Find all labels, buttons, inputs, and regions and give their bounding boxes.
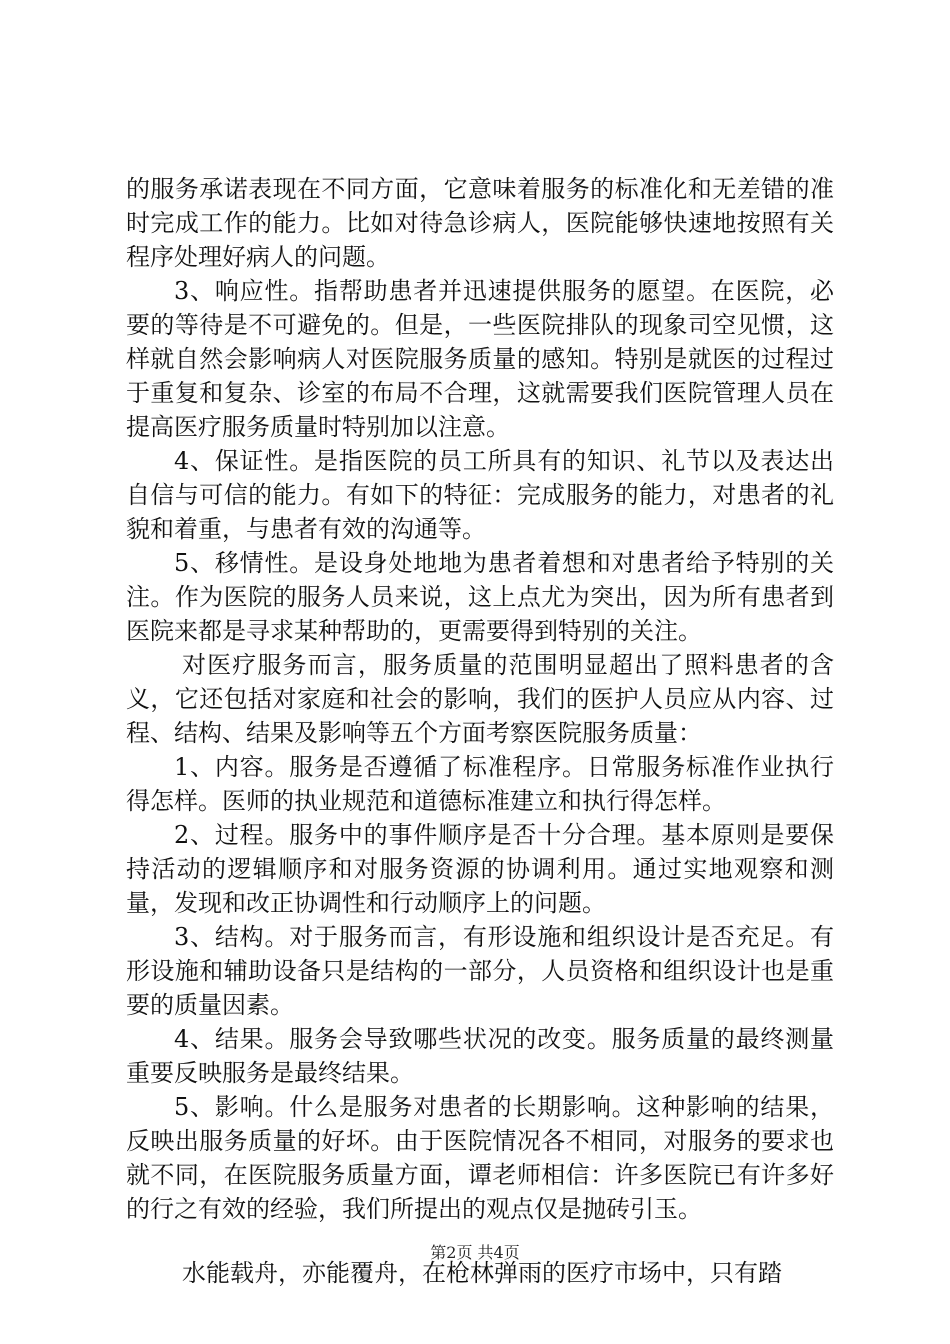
paragraph-content: 1、内容。服务是否遵循了标准程序。日常服务标准作业执行得怎样。医师的执业规范和道德标准建立和执行得怎样。 [126,753,834,815]
paragraph-empathy: 5、移情性。是设身处地地为患者着想和对患者给予特别的关注。作为医院的服务人员来说，这上点尤为突出，因为所有患者到医院来都是寻求某种帮助的，更需要得到特别的关注。 [126,549,834,645]
page-number-footer: 第2页 共4页 [430,1243,520,1262]
paragraph-assurance: 4、保证性。是指医院的员工所具有的知识、礼节以及表达出自信与可信的能力。有如下的特征：完成服务的能力，对患者的礼貌和着重，与患者有效的沟通等。 [126,447,834,543]
paragraph-reliability-continued: 的服务承诺表现在不同方面，它意味着服务的标准化和无差错的准时完成工作的能力。比如对待急诊病人，医院能够快速地按照有关程序处理好病人的问题。 [126,175,834,271]
document-body [126,172,834,1290]
paragraph-scope-intro: 对医疗服务而言，服务质量的范围明显超出了照料患者的含义，它还包括对家庭和社会的影响，我们的医护人员应从内容、过程、结构、结果及影响等五个方面考察医院服务质量： [126,651,834,747]
paragraph-result: 4、结果。服务会导致哪些状况的改变。服务质量的最终测量重要反映服务是最终结果。 [126,1025,834,1087]
paragraph-impact: 5、影响。什么是服务对患者的长期影响。这种影响的结果，反映出服务质量的好坏。由于医院情况各不相同，对服务的要求也就不同，在医院服务质量方面，谭老师相信：许多医院已有许多好的行之有效的经验，我们所提出的观点仅是抛砖引玉。 [126,1093,834,1223]
paragraph-responsiveness: 3、响应性。指帮助患者并迅速提供服务的愿望。在医院，必要的等待是不可避免的。但是，一些医院排队的现象司空见惯，这样就自然会影响病人对医院服务质量的感知。特别是就医的过程过于重复和复杂、诊室的布局不合理，这就需要我们医院管理人员在提高医疗服务质量时特别加以注意。 [126,277,834,441]
paragraph-structure: 3、结构。对于服务而言，有形设施和组织设计是否充足。有形设施和辅助设备只是结构的一部分，人员资格和组织设计也是重要的质量因素。 [126,923,834,1019]
paragraph-closing: 水能载舟，亦能覆舟，在枪林弹雨的医疗市场中，只有踏 [182,1259,782,1287]
paragraph-process: 2、过程。服务中的事件顺序是否十分合理。基本原则是要保持活动的逻辑顺序和对服务资源的协调利用。通过实地观察和测量，发现和改正协调性和行动顺序上的问题。 [126,821,834,917]
